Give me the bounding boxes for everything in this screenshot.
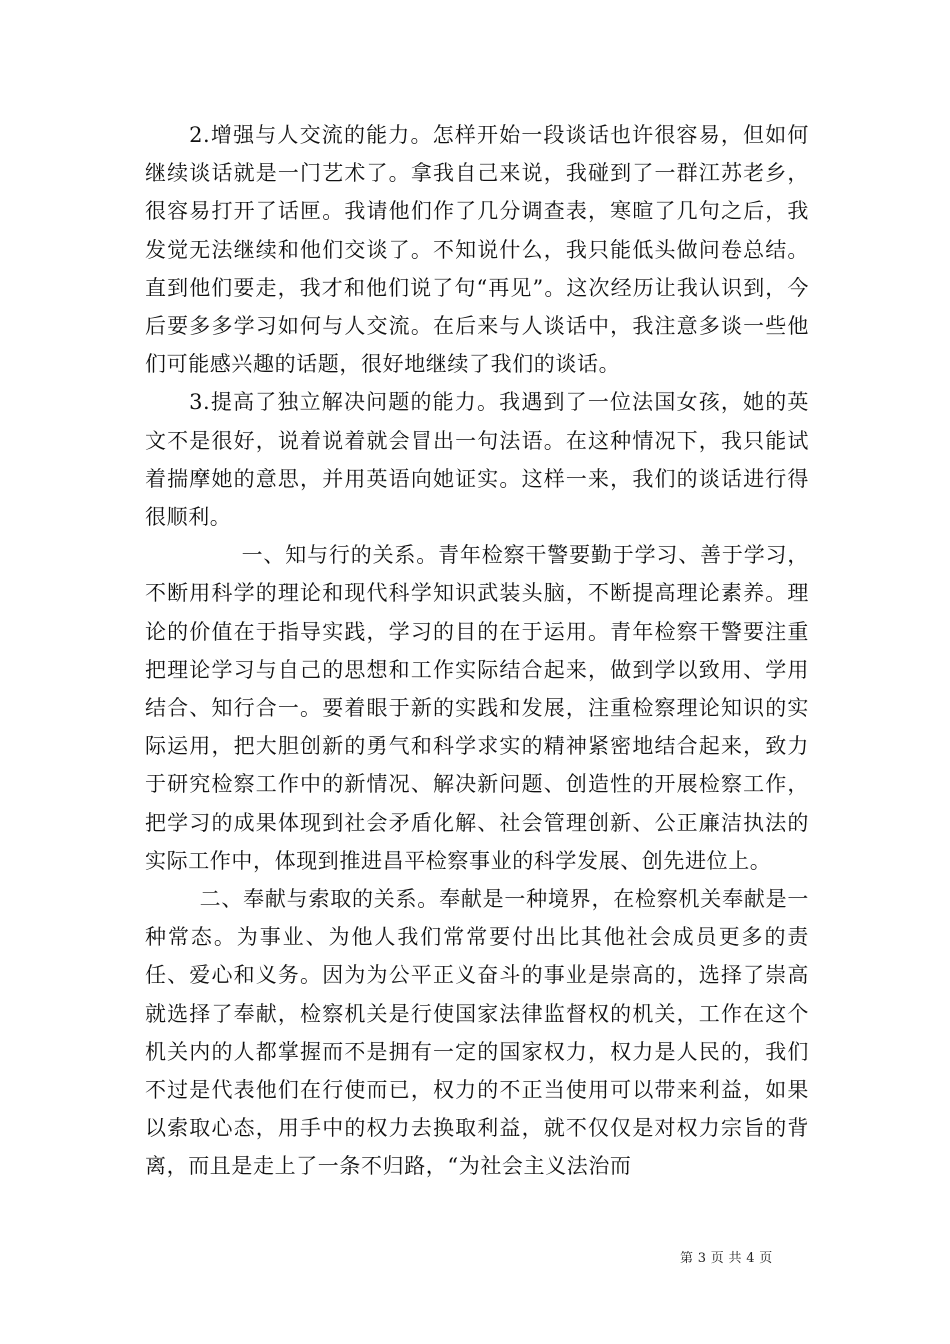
page-number: 第 3 页 共 4 页 [680, 1251, 773, 1266]
paragraph-problem-solving: 3.提高了独立解决问题的能力。我遇到了一位法国女孩，她的英文不是很好，说着说着就会冒出一句法语。在这种情况下，我只能试着揣摩她的意思，并用英语向她证实。这样一来，我们的谈话进行得很顺利。 [145, 390, 809, 530]
paragraph-communication-ability: 2.增强与人交流的能力。怎样开始一段谈话也许很容易，但如何继续谈话就是一门艺术了。拿我自己来说，我碰到了一群江苏老乡，很容易打开了话匣。我请他们作了几分调查表，寒暄了几句之后，我发觉无法继续和他们交谈了。不知说什么，我只能低头做问卷总结。直到他们要走，我才和他们说了句“再见”。这次经历让我认识到，今后要多多学习如何与人交流。在后来与人谈话中，我注意多谈一些他们可能感兴趣的话题，很好地继续了我们的谈话。 [145, 123, 809, 377]
paragraph-knowledge-and-action: 一、知与行的关系。青年检察干警要勤于学习、善于学习，不断用科学的理论和现代科学知识武装头脑，不断提高理论素养。理论的价值在于指导实践，学习的目的在于运用。青年检察干警要注重把理论学习与自己的思想和工作实际结合起来，做到学以致用、学用结合、知行合一。要着眼于新的实践和发展，注重检察理论知识的实际运用，把大胆创新的勇气和科学求实的精神紧密地结合起来，致力于研究检察工作中的新情况、解决新问题、创造性的开展检察工作，把学习的成果体现到社会矛盾化解、社会管理创新、公正廉洁执法的实际工作中，体现到推进昌平检察事业的科学发展、创先进位上。 [145, 543, 809, 873]
paragraph-dedication-and-gain: 二、奉献与索取的关系。奉献是一种境界，在检察机关奉献是一种常态。为事业、为他人我们常常要付出比其他社会成员更多的责任、爱心和义务。因为为公平正义奋斗的事业是崇高的，选择了崇高就选择了奉献，检察机关是行使国家法律监督权的机关，工作在这个机关内的人都掌握而不是拥有一定的国家权力，权力是人民的，我们不过是代表他们在行使而已，权力的不正当使用可以带来利益，如果以索取心态，用手中的权力去换取利益，就不仅仅是对权力宗旨的背离，而且是走上了一条不归路，“为社会主义法治而 [145, 887, 809, 1179]
document-body [145, 116, 809, 1186]
